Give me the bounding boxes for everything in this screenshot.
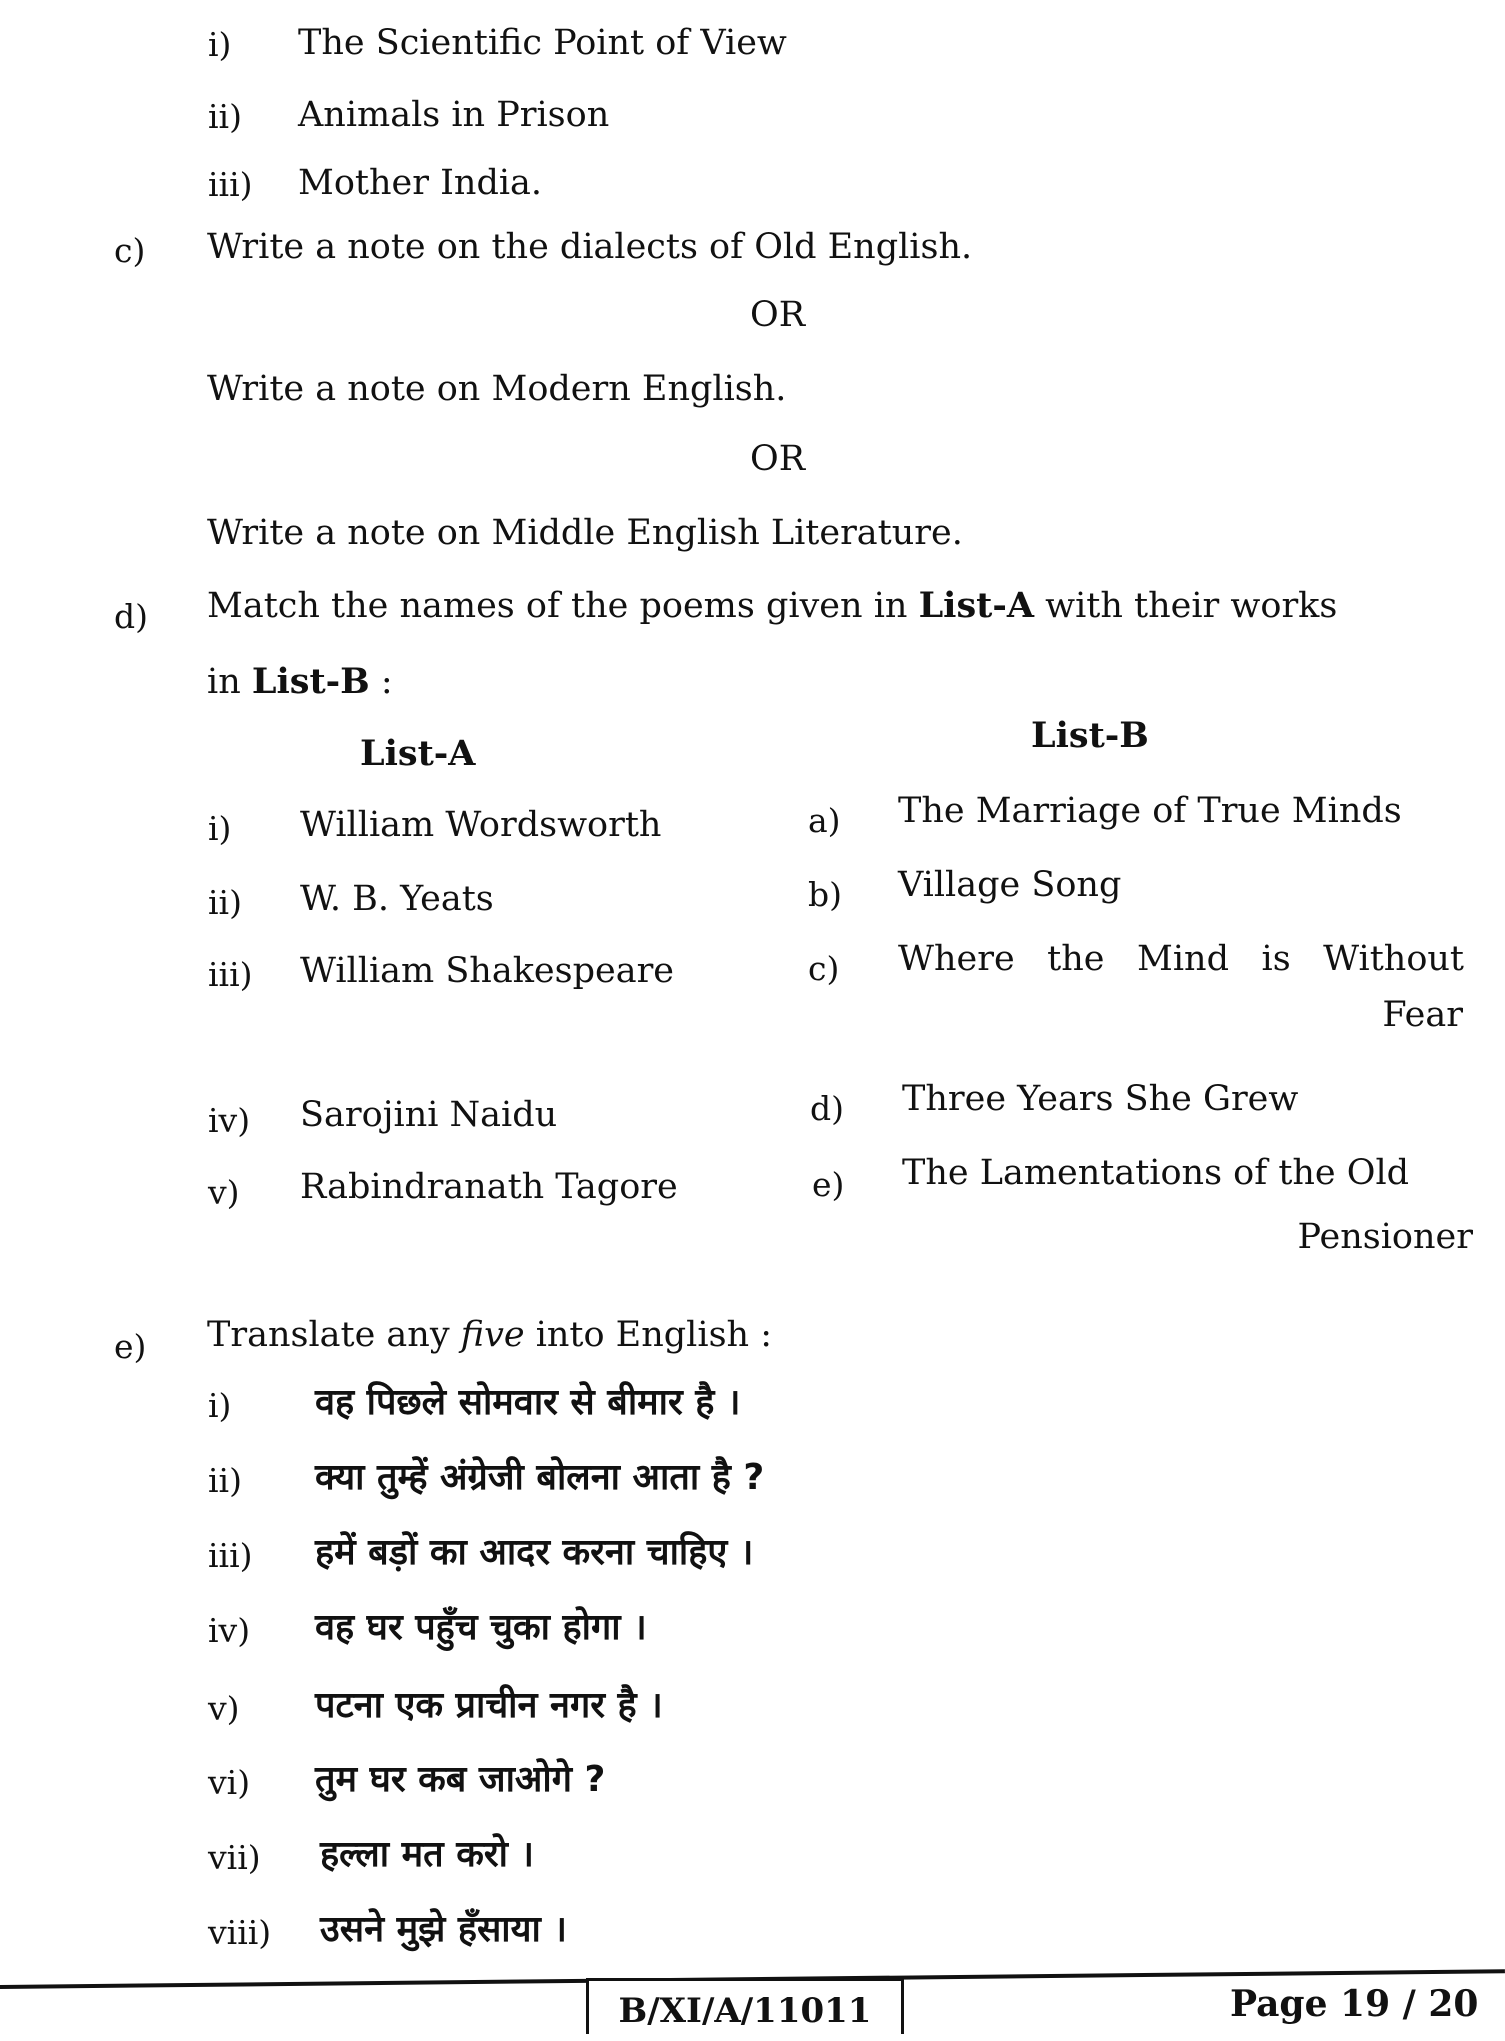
list-b-label: d) bbox=[810, 1089, 844, 1128]
item-label: iii) bbox=[208, 165, 253, 204]
paper-code: B/XI/A/11011 bbox=[586, 1978, 904, 2034]
list-a-item: W. B. Yeats bbox=[300, 879, 494, 919]
translation-item-text: हमें बड़ों का आदर करना चाहिए । bbox=[315, 1532, 754, 1573]
translation-item-text: हल्ला मत करो । bbox=[320, 1834, 535, 1875]
list-b-item: Village Song bbox=[898, 865, 1122, 905]
list-a-label: iii) bbox=[208, 955, 253, 994]
list-a-label: i) bbox=[208, 809, 232, 848]
translation-item-label: viii) bbox=[208, 1913, 272, 1952]
question-text: in List-B : bbox=[207, 661, 393, 702]
item-label: ii) bbox=[208, 97, 242, 136]
option-text: Write a note on the dialects of Old English. bbox=[207, 227, 973, 267]
list-a-item: Rabindranath Tagore bbox=[300, 1167, 678, 1207]
translation-item-text: क्या तुम्हें अंग्रेजी बोलना आता है ? bbox=[315, 1457, 765, 1498]
option-text: Write a note on Modern English. bbox=[207, 369, 787, 409]
or-separator: OR bbox=[750, 295, 806, 335]
list-b-label: c) bbox=[808, 949, 840, 988]
translation-item-label: iii) bbox=[208, 1536, 253, 1575]
question-label-c: c) bbox=[114, 231, 146, 270]
question-text: Match the names of the poems given in List-A with their works bbox=[207, 585, 1338, 626]
translation-item-text: तुम घर कब जाओगे ? bbox=[315, 1759, 606, 1800]
list-b-label: a) bbox=[808, 801, 841, 840]
translation-item-label: iv) bbox=[208, 1611, 251, 1650]
list-b-label: e) bbox=[812, 1165, 845, 1204]
question-text: Translate any five into English : bbox=[207, 1315, 772, 1355]
translation-item-label: vi) bbox=[208, 1763, 251, 1802]
item-text: The Scientific Point of View bbox=[298, 23, 787, 63]
list-b-label: b) bbox=[808, 875, 842, 914]
list-a-item: William Wordsworth bbox=[300, 805, 662, 845]
page-number: Page 19 / 20 bbox=[1230, 1983, 1479, 2025]
list-b-item-continued: Pensioner bbox=[1297, 1217, 1473, 1257]
translation-item-label: i) bbox=[208, 1386, 232, 1425]
question-label-d: d) bbox=[114, 597, 148, 636]
list-b-item: The Marriage of True Minds bbox=[898, 791, 1402, 831]
list-a-label: iv) bbox=[208, 1101, 251, 1140]
translation-item-text: वह घर पहुँच चुका होगा । bbox=[315, 1607, 647, 1648]
translation-item-label: v) bbox=[208, 1689, 240, 1728]
item-label: i) bbox=[208, 25, 232, 64]
list-b-item: The Lamentations of the Old bbox=[902, 1153, 1410, 1193]
translation-item-text: उसने मुझे हँसाया । bbox=[320, 1909, 568, 1950]
list-b-header: List-B bbox=[1031, 715, 1149, 756]
list-a-item: William Shakespeare bbox=[300, 951, 675, 991]
translation-item-label: vii) bbox=[208, 1838, 261, 1877]
translation-item-text: पटना एक प्राचीन नगर है । bbox=[315, 1685, 663, 1726]
item-text: Mother India. bbox=[298, 163, 543, 203]
list-a-item: Sarojini Naidu bbox=[300, 1095, 558, 1135]
translation-item-text: वह पिछले सोमवार से बीमार है । bbox=[315, 1382, 741, 1423]
question-label-e: e) bbox=[114, 1327, 147, 1366]
item-text: Animals in Prison bbox=[298, 95, 610, 135]
list-b-item: Three Years She Grew bbox=[902, 1079, 1299, 1119]
option-text: Write a note on Middle English Literature. bbox=[207, 513, 963, 553]
list-a-label: v) bbox=[208, 1173, 240, 1212]
list-b-item: Where the Mind is Without bbox=[898, 939, 1464, 979]
list-a-label: ii) bbox=[208, 883, 242, 922]
or-separator: OR bbox=[750, 439, 806, 479]
list-a-header: List-A bbox=[360, 733, 476, 774]
list-b-item-continued: Fear bbox=[1382, 995, 1463, 1035]
translation-item-label: ii) bbox=[208, 1461, 242, 1500]
